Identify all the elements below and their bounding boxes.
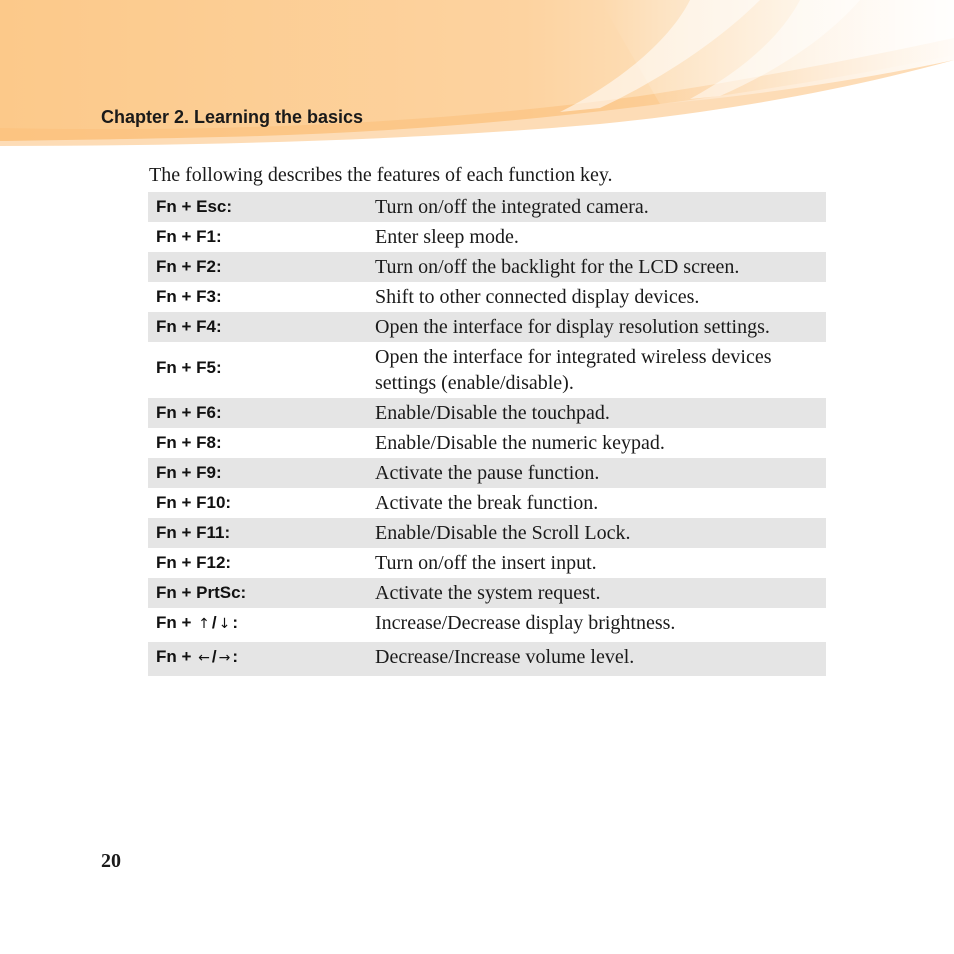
- key-label: Fn + F8:: [156, 433, 222, 452]
- key-description: Turn on/off the insert input.: [375, 552, 597, 574]
- key-description: Enter sleep mode.: [375, 226, 519, 248]
- key-separator: /: [211, 647, 217, 666]
- key-description: Turn on/off the integrated camera.: [375, 196, 649, 218]
- key-description: Activate the pause function.: [375, 462, 600, 484]
- key-label: Fn + F3:: [156, 287, 222, 306]
- chapter-title: Chapter 2. Learning the basics: [101, 107, 364, 127]
- table-row: [148, 252, 826, 282]
- key-description: Activate the system request.: [375, 582, 601, 604]
- left-arrow-icon: ←: [198, 650, 210, 666]
- key-label: [148, 608, 375, 633]
- key-description-line: settings (enable/disable).: [375, 372, 574, 394]
- page-number: 20: [101, 850, 121, 872]
- table-row: [148, 312, 826, 342]
- key-description: [375, 342, 826, 396]
- key-separator: /: [211, 613, 217, 632]
- key-label: Fn + F2:: [156, 257, 222, 276]
- table-row: [148, 548, 826, 578]
- key-description: Enable/Disable the Scroll Lock.: [375, 522, 631, 544]
- table-row: [148, 608, 826, 642]
- key-label: Fn + Esc:: [156, 197, 233, 216]
- key-description: Open the interface for display resolution settings.: [375, 316, 770, 338]
- key-label: Fn + F11:: [156, 523, 231, 542]
- key-prefix: Fn +: [156, 613, 192, 632]
- table-row: [148, 222, 826, 252]
- key-label: Fn + F6:: [156, 403, 222, 422]
- key-description: Enable/Disable the numeric keypad.: [375, 432, 665, 454]
- key-description-line: Open the interface for integrated wireless devices: [375, 346, 772, 368]
- function-key-table: [148, 192, 826, 676]
- key-label: Fn + F10:: [156, 493, 232, 512]
- key-description: Activate the break function.: [375, 492, 599, 514]
- down-arrow-icon: ↓: [218, 616, 231, 632]
- key-description: Turn on/off the backlight for the LCD screen.: [375, 256, 740, 278]
- table-row: [148, 398, 826, 428]
- key-label: [148, 642, 375, 667]
- table-row: [148, 282, 826, 312]
- key-description: Increase/Decrease display brightness.: [375, 612, 676, 634]
- key-prefix: Fn +: [156, 647, 192, 666]
- table-row: [148, 428, 826, 458]
- table-row: [148, 642, 826, 676]
- table-row: [148, 488, 826, 518]
- key-suffix: :: [232, 613, 239, 632]
- key-description: Shift to other connected display devices.: [375, 286, 700, 308]
- table-row: [148, 578, 826, 608]
- table-row: [148, 342, 826, 398]
- key-label: Fn + F1:: [156, 227, 222, 246]
- table-row: [148, 518, 826, 548]
- up-arrow-icon: ↑: [198, 616, 210, 632]
- right-arrow-icon: →: [218, 650, 231, 666]
- key-description: Enable/Disable the touchpad.: [375, 402, 610, 424]
- key-label: Fn + F12:: [156, 553, 232, 572]
- table-row: [148, 458, 826, 488]
- key-label: Fn + F5:: [156, 358, 222, 377]
- key-label: Fn + F4:: [156, 317, 222, 336]
- intro-text: The following describes the features of each function key.: [149, 164, 613, 186]
- key-label: Fn + PrtSc:: [156, 583, 247, 602]
- key-label: Fn + F9:: [156, 463, 222, 482]
- key-description: Decrease/Increase volume level.: [375, 646, 635, 668]
- key-suffix: :: [232, 647, 239, 666]
- table-row: [148, 192, 826, 222]
